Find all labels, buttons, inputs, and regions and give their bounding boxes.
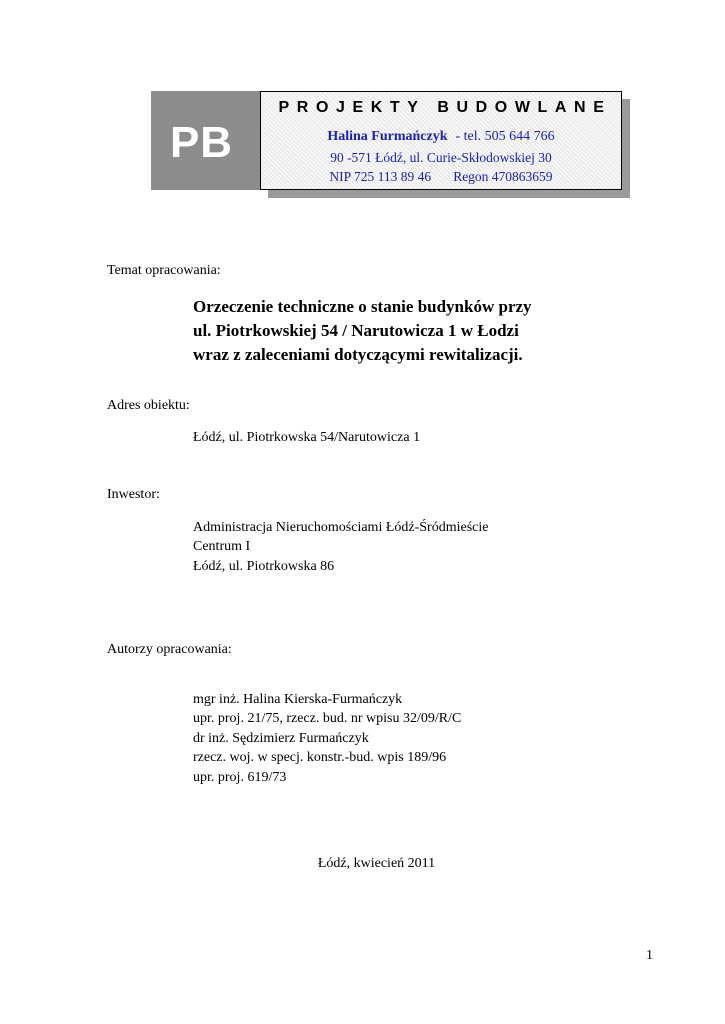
owner-name: Halina Furmańczyk (327, 129, 448, 144)
author-line: dr inż. Sędzimierz Furmańczyk (193, 730, 369, 746)
nip-number: NIP 725 113 89 46 (329, 169, 432, 184)
owner-phone: - tel. 505 644 766 (455, 129, 555, 144)
owner-line (261, 129, 621, 145)
author-line: upr. proj. 21/75, rzecz. bud. nr wpisu 32/09/R/C (193, 711, 462, 727)
document-title (193, 295, 532, 367)
regon-number: Regon 470863659 (453, 169, 553, 184)
investor-line: Centrum I (193, 539, 251, 555)
investor-line: Łódź, ul. Piotrkowska 86 (193, 558, 335, 574)
subject-label: Temat opracowania: (107, 263, 221, 278)
page-number: 1 (646, 948, 653, 963)
authors-details (193, 690, 461, 787)
author-line: upr. proj. 619/73 (193, 769, 287, 785)
title-line: Orzeczenie techniczne o stanie budynków przy (193, 297, 532, 316)
logo-text: PB (169, 117, 234, 167)
author-line: rzecz. woj. w specj. konstr.-bud. wpis 189/96 (193, 750, 447, 766)
author-line: mgr inż. Halina Kierska-Furmańczyk (193, 692, 403, 707)
place-and-date: Łódź, kwiecień 2011 (317, 856, 436, 871)
investor-details (193, 518, 488, 576)
company-address: 90 -571 Łódź, ul. Curie-Skłodowskiej 30 (330, 150, 552, 165)
tax-ids-line (261, 169, 621, 185)
title-line: wraz z zaleceniami dotyczącymi rewitalizacji. (193, 345, 523, 364)
company-logo (151, 91, 260, 190)
company-name: PROJEKTY BUDOWLANE (278, 99, 612, 116)
authors-label: Autorzy opracowania: (107, 642, 232, 657)
object-address-label: Adres obiektu: (107, 398, 190, 413)
letterhead-box (260, 91, 622, 190)
object-address-value: Łódź, ul. Piotrkowska 54/Narutowicza 1 (193, 430, 421, 445)
investor-label: Inwestor: (107, 487, 160, 502)
investor-line: Administracja Nieruchomościami Łódź-Śródmieście (193, 520, 489, 535)
title-line: ul. Piotrkowskiej 54 / Narutowicza 1 w Łodzi (193, 321, 519, 340)
